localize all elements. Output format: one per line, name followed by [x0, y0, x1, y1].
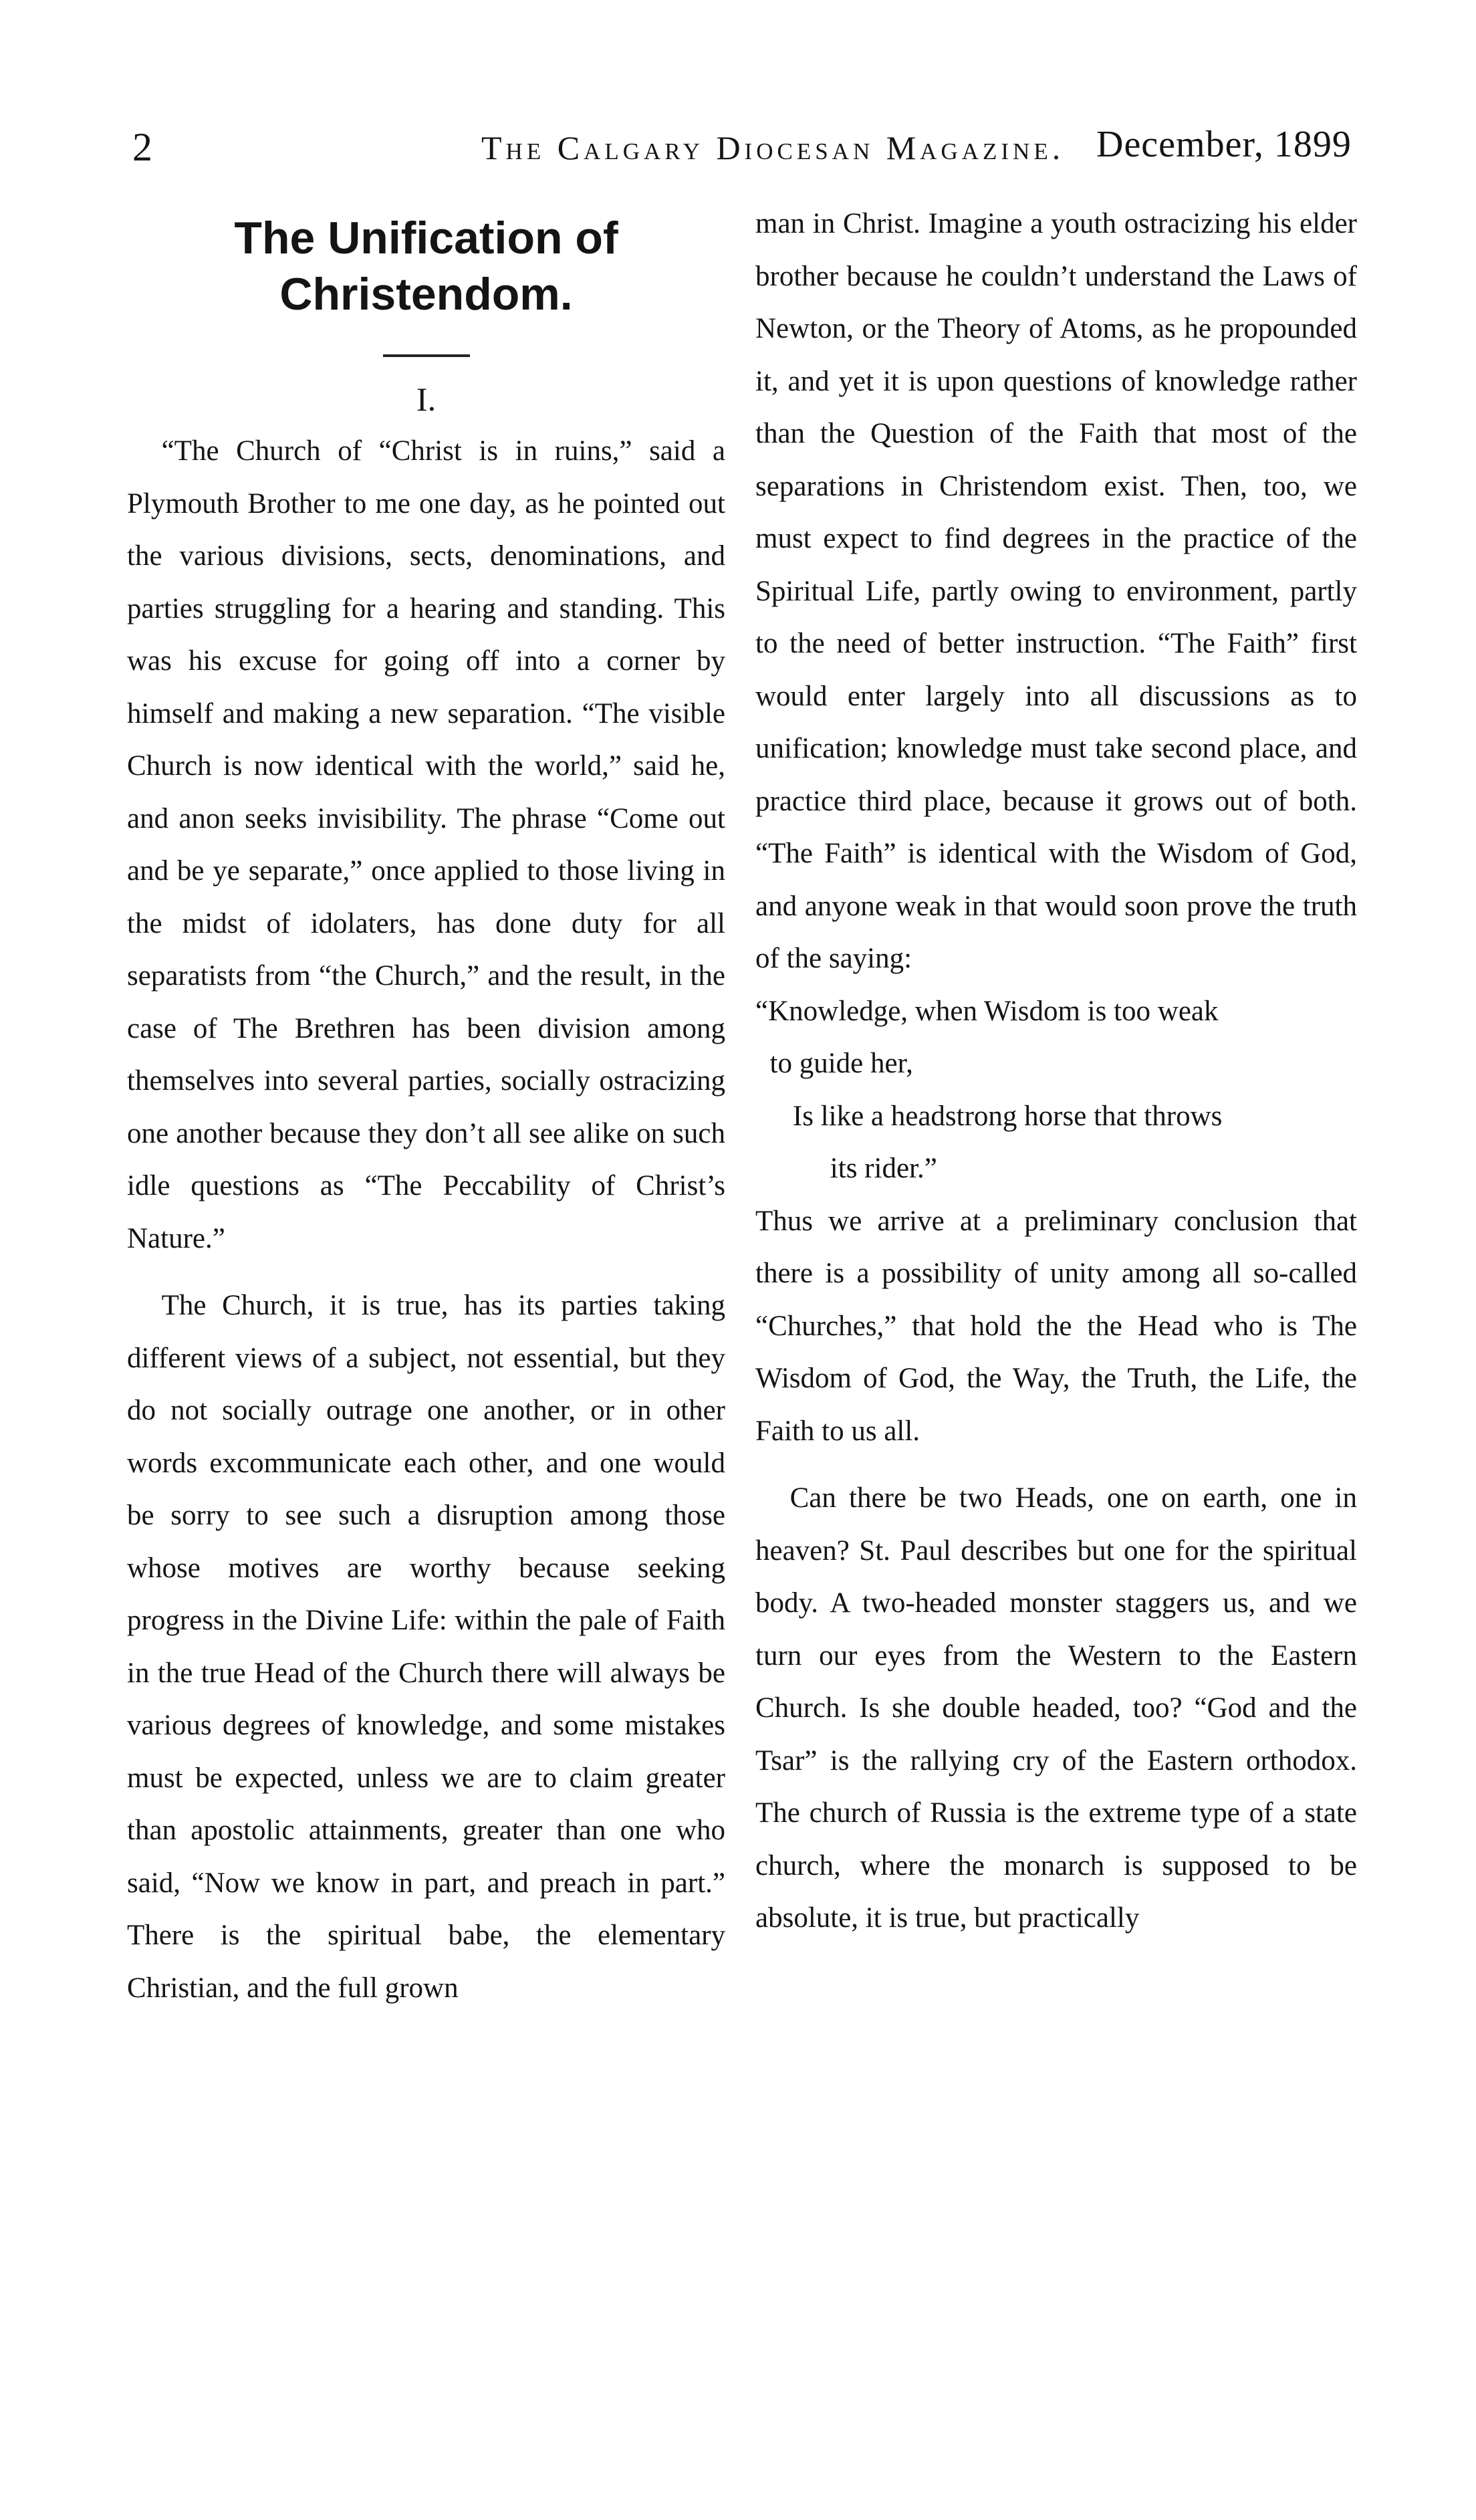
paragraph: The Church, it is true, has its parties taking different views of a subject, not essential, but they do not socially outrage one another, or in other words excommunicate each other, and one would be sorry to see such a disruption among those whose motives are worthy because seeking progress in the Divine Life: within the pale of Faith in the true Head of the Church there will always be various degrees of knowledge, and some mistakes must be expected, unless we are to claim greater than apostolic attainments, greater than one who said, “Now we know in part, and preach in part.” There is the spiritual babe, the elementary Christian, and the full grown — [127, 1290, 725, 2004]
paragraph: Thus we arrive at a preliminary conclusion that there is a possibility of unity among all so-called “Churches,” that hold the the Head who is The Wisdom of God, the Way, the Truth, the Life, the Faith to us all. — [755, 1205, 1357, 1447]
magazine-title: The Calgary Diocesan Magazine. — [481, 129, 1065, 166]
verse-line: Is like a headstrong horse that throws — [792, 1100, 1223, 1132]
title-rule — [383, 354, 470, 357]
verse-line: its rider.” — [830, 1153, 937, 1184]
paragraph: “The Church of “Christ is in ruins,” said a Plymouth Brother to me one day, as he pointed out the various divisions, sects, denominations, and parties struggling for a hearing and standing. This was his excuse for going off into a corner by himself and making a new separation. “The visible Church is now identical with the world,” said he, and anon seeks invisibility. The phrase “Come out and be ye separate,” once applied to those living in the midst of idolaters, has done duty for all separatists from “the Church,” and the result, in the case of The Brethren has been division among themselves into several parties, socially ostracizing one another because they don’t all see alike on such idle questions as “The Peccability of Christ’s Nature.” — [127, 435, 725, 1254]
left-column — [127, 201, 725, 2015]
running-header — [0, 119, 1476, 173]
paragraph: Can there be two Heads, one on earth, one in heaven? St. Paul describes but one for the spiritual body. A two-headed monster staggers us, and we turn our eyes from the Western to the Eastern Church. Is she double headed, too? “God and the Tsar” is the rallying cry of the Eastern orthodox. The church of Russia is the extreme type of a state church, where the monarch is supposed to be absolute, it is true, but practically — [755, 1482, 1357, 1934]
paragraph-continued: man in Christ. Imagine a youth ostracizing his elder brother because he couldn’t understand the Laws of Newton, or the Theory of Atoms, as he propounded it, and yet it is upon questions of knowledge rather than the Question of the Faith that most of the separations in Christendom exist. Then, too, we must expect to find degrees in the practice of the Spiritual Life, partly owing to environment, partly to the need of better instruction. “The Faith” first would enter largely into all discussions as to unification; knowledge must take second place, and practice third place, because it grows out of both. “The Faith” is identical with the Wisdom of God, and anyone weak in that would soon prove the truth of the saying: — [755, 208, 1357, 974]
section-numeral: I. — [416, 380, 437, 418]
issue-date: December, 1899 — [1096, 124, 1352, 165]
page-number: 2 — [132, 125, 152, 169]
quoted-verse — [755, 986, 1357, 1195]
verse-line: “Knowledge, when Wisdom is too weak — [755, 995, 1219, 1027]
right-column — [755, 198, 1357, 1945]
verse-line: to guide her, — [769, 1048, 913, 1079]
article-title: The Unification of Christendom. — [234, 213, 618, 320]
